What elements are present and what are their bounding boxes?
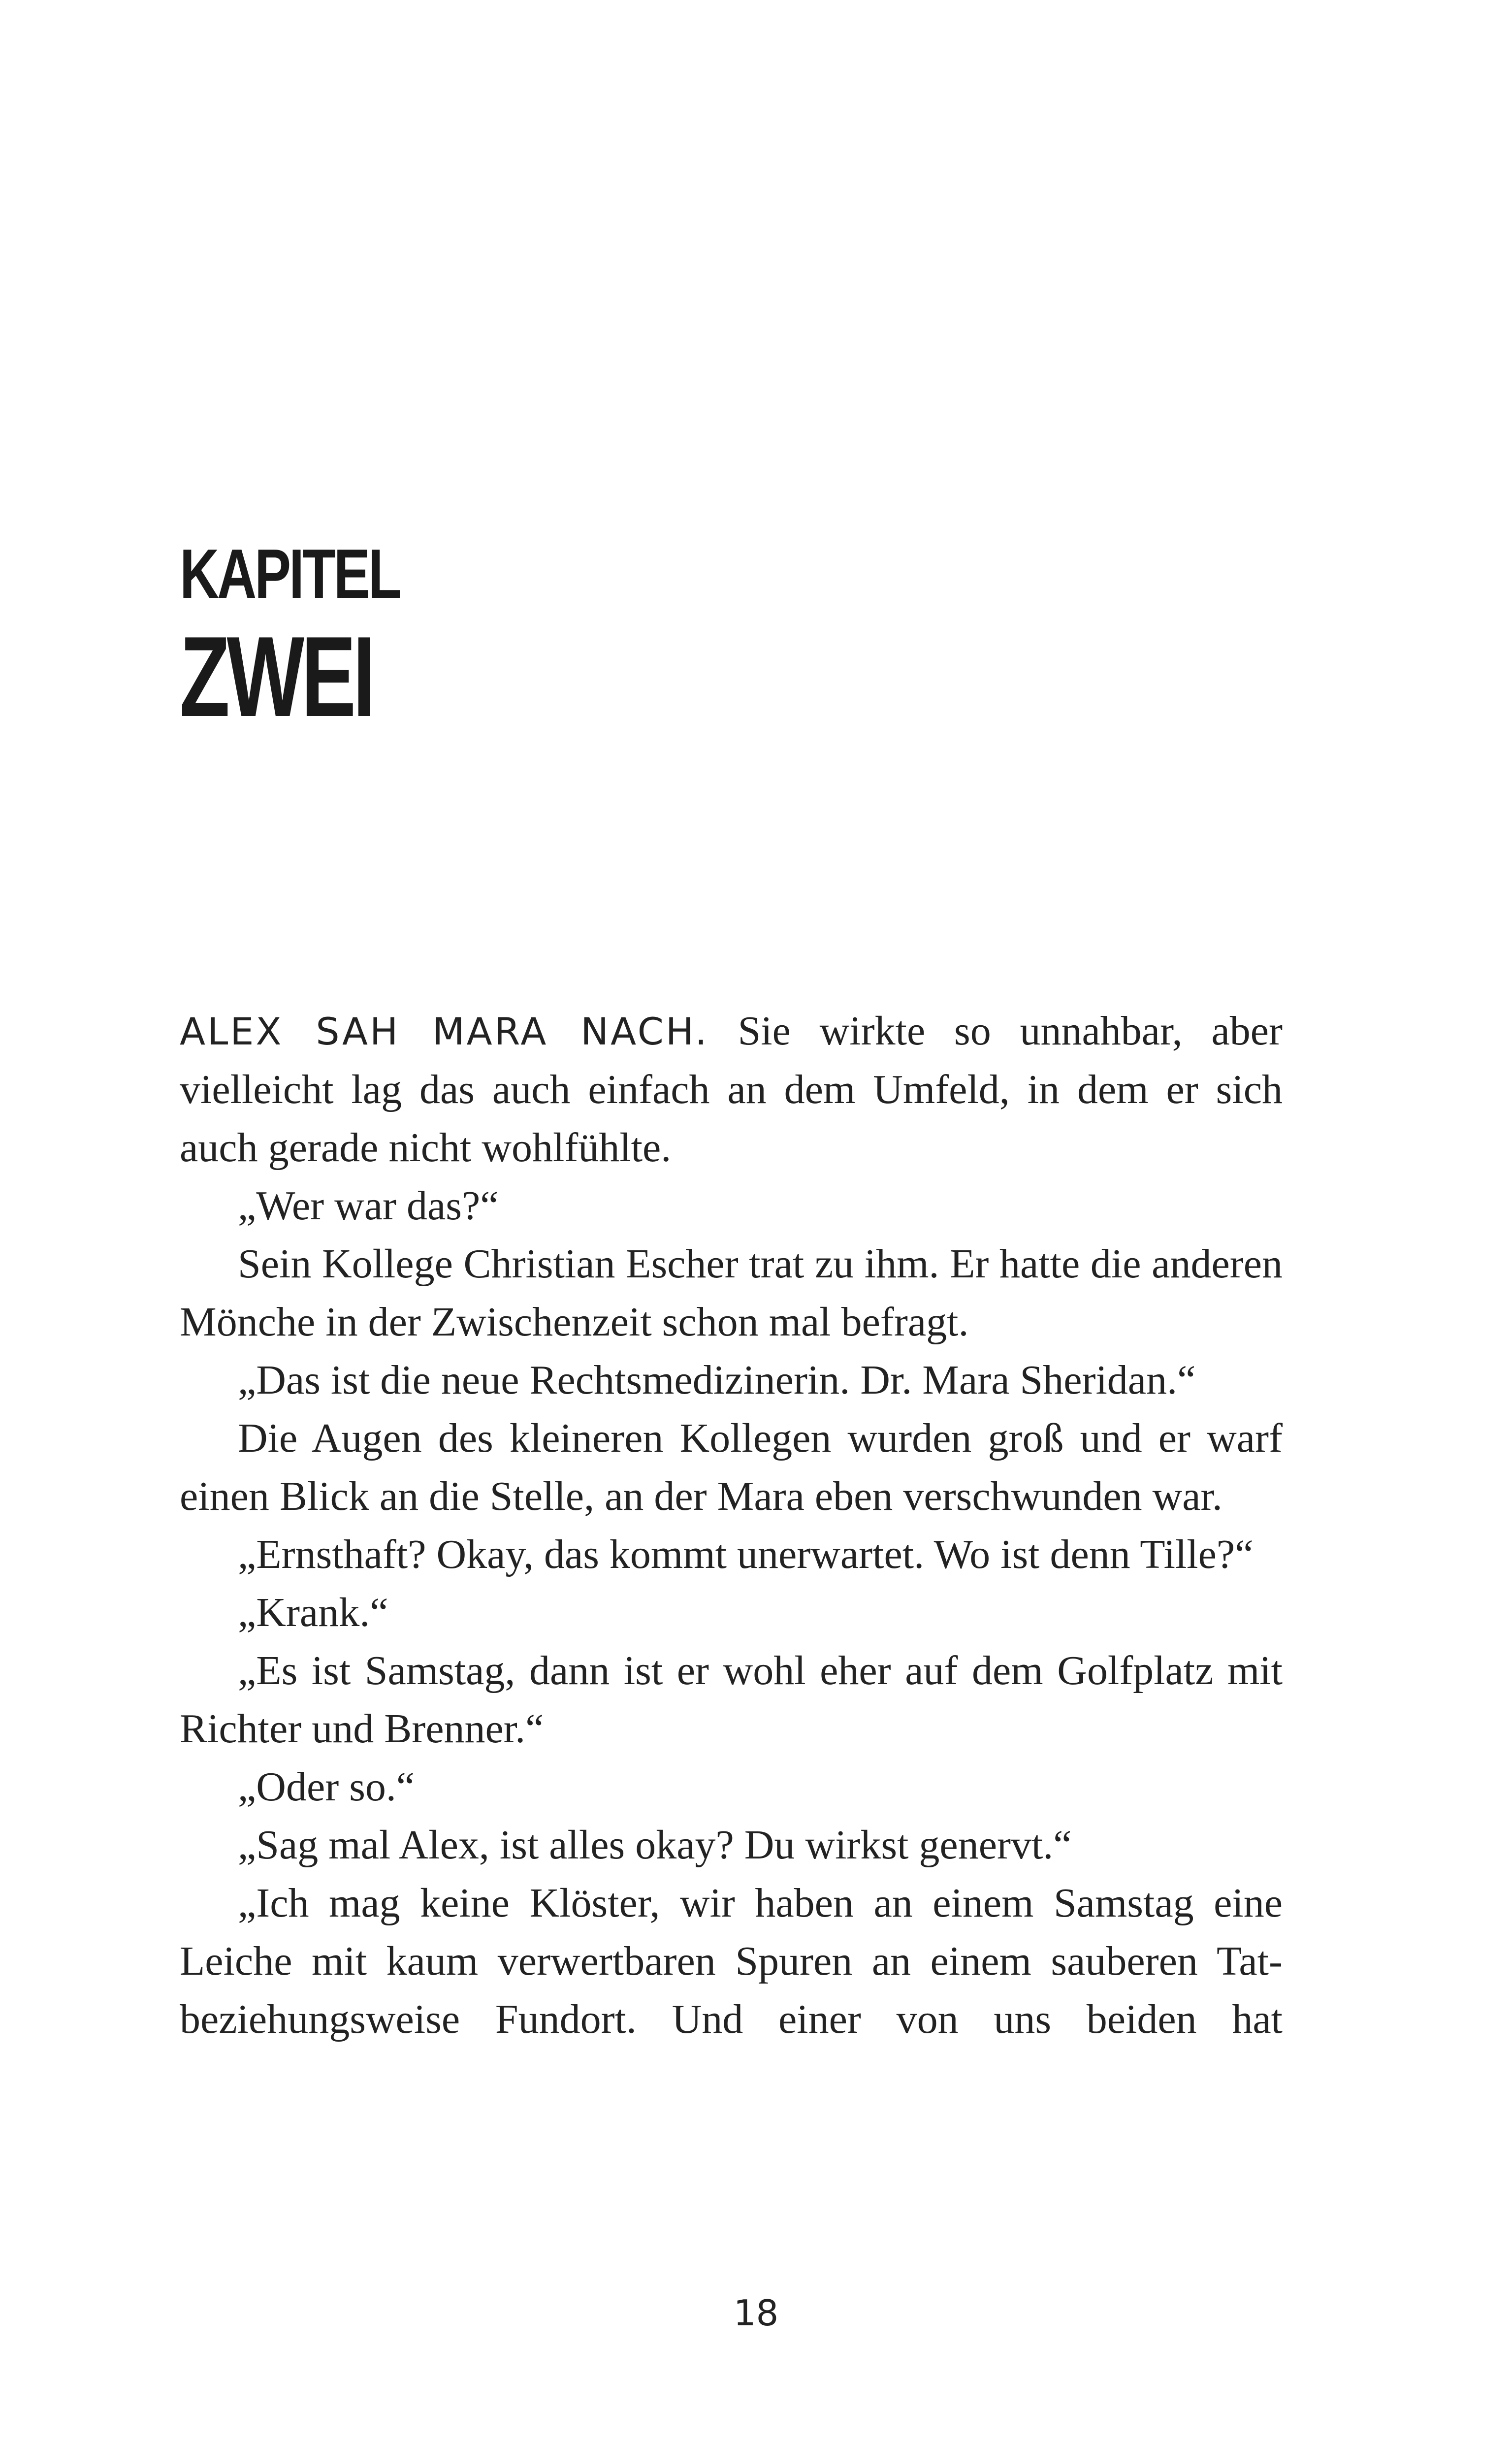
paragraph: „Oder so.“ xyxy=(238,1764,415,1810)
paragraph: „Wer war das?“ xyxy=(238,1183,499,1229)
paragraph-text: Sie wirkte so unnahbar, aber vielleicht lag das auch einfach an dem Umfeld, in dem er sich auch gerade nicht wohlfühlte. xyxy=(180,1008,1283,1171)
paragraph-continued: „Ich mag keine Klöster, wir haben an einem Samstag eine Leiche mit kaum verwertbaren Spuren an einem sauberen Tatbeziehungsweise Fundort. Und einer von uns beiden hat xyxy=(180,1880,1283,2042)
page-number: 18 xyxy=(733,2292,779,2334)
chapter-number: ZWEI xyxy=(180,613,373,741)
paragraph: „Sag mal Alex, ist alles okay? Du wirkst genervt.“ xyxy=(238,1822,1072,1868)
paragraph-opening xyxy=(180,1002,1283,1177)
paragraph: „Krank.“ xyxy=(238,1590,388,1635)
paragraph: Sein Kollege Christian Escher trat zu ihm. Er hatte die anderen Mönche in der Zwischenzeit schon mal befragt. xyxy=(180,1241,1283,1345)
chapter-label: KAPITEL xyxy=(180,535,400,613)
lead-in-small-caps: ALEX SAH MARA NACH. xyxy=(180,1010,709,1053)
chapter-heading xyxy=(180,535,461,741)
paragraph: Die Augen des kleineren Kollegen wurden groß und er warf einen Blick an die Stelle, an der Mara eben verschwunden war. xyxy=(180,1415,1283,1519)
body-text xyxy=(180,1002,1283,2049)
paragraph: „Das ist die neue Rechtsmedizinerin. Dr. Mara Sheridan.“ xyxy=(238,1357,1196,1403)
paragraph: „Es ist Samstag, dann ist er wohl eher auf dem Golfplatz mit Richter und Brenner.“ xyxy=(180,1648,1283,1752)
paragraph: „Ernsthaft? Okay, das kommt unerwartet. Wo ist denn Tille?“ xyxy=(238,1531,1254,1577)
